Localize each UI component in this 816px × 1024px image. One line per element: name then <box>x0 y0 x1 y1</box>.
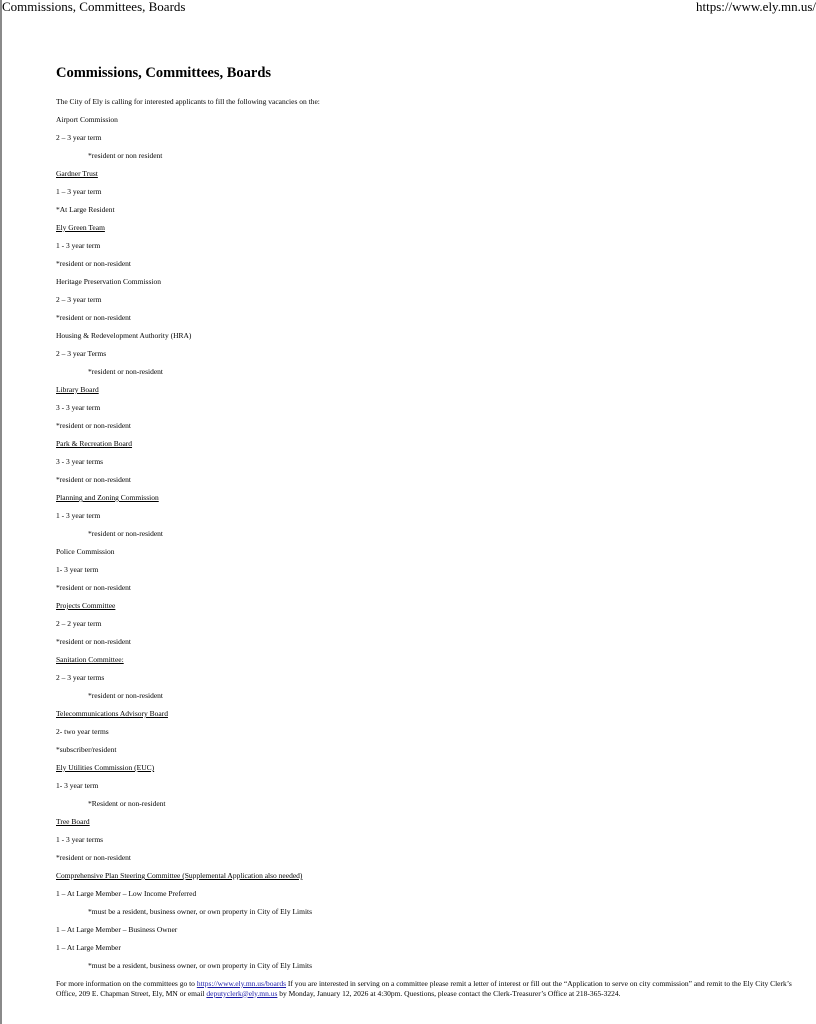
list-item: 1 - 3 year term <box>56 241 101 250</box>
committee-heading: Telecommunications Advisory Board <box>56 709 168 718</box>
boards-link[interactable]: https://www.ely.mn.us/boards <box>196 979 287 988</box>
deputy-clerk-email-link[interactable]: deputyclerk@ely.mn.us <box>206 988 278 998</box>
list-item: *resident or non resident <box>88 151 163 160</box>
list-item: *resident or non-resident <box>56 637 131 646</box>
committee-heading: Planning and Zoning Commission <box>56 493 159 502</box>
committee-heading: Comprehensive Plan Steering Committee (Supplemental Application also needed) <box>56 871 303 880</box>
list-item: *subscriber/resident <box>56 745 117 754</box>
list-item: *resident or non-resident <box>88 529 163 538</box>
list-item: *resident or non-resident <box>88 691 163 700</box>
list-item: 2- two year terms <box>56 727 109 736</box>
list-item: *resident or non-resident <box>88 367 163 376</box>
committee-heading: Ely Green Team <box>56 223 105 232</box>
list-item: 1- 3 year term <box>56 781 99 790</box>
committee-heading: Ely Utilities Commission (EUC) <box>56 763 155 772</box>
list-item: *resident or non-resident <box>56 421 131 430</box>
document-body <box>56 64 796 998</box>
list-item: *must be a resident, business owner, or own property in City of Ely Limits <box>88 961 313 970</box>
committee-heading: Park & Recreation Board <box>56 439 133 448</box>
list-item: *resident or non-resident <box>56 583 131 592</box>
list-item: *must be a resident, business owner, or own property in City of Ely Limits <box>88 907 313 916</box>
committee-heading: Library Board <box>56 385 99 394</box>
list-item: 1- 3 year term <box>56 565 99 574</box>
footer-paragraph <box>56 979 796 998</box>
list-item: 2 – 3 year terms <box>56 673 105 682</box>
list-item: 3 - 3 year term <box>56 403 101 412</box>
list-item: Police Commission <box>56 547 115 556</box>
list-item: 2 – 3 year Terms <box>56 349 107 358</box>
committee-heading: Sanitation Committee: <box>56 655 124 664</box>
list-item: 2 – 3 year term <box>56 295 102 304</box>
footer-text-2: If you are interested in serving on a committee please remit a letter of interest or fill out the “Application to serve on city commission” and remit to the Ely City Clerk’s Office, 209 E. Chapman Street, Ely, MN or email <box>56 979 792 998</box>
list-item: *resident or non-resident <box>56 853 131 862</box>
list-item: *At Large Resident <box>56 205 115 214</box>
list-item: 1 - 3 year term <box>56 511 101 520</box>
header-url: https://www.ely.mn.us/ <box>695 0 816 14</box>
left-border <box>0 0 2 1024</box>
list-item: *Resident or non-resident <box>88 799 166 808</box>
list-item: 1 - 3 year terms <box>56 835 104 844</box>
list-item: 1 – At Large Member – Low Income Preferred <box>56 889 197 898</box>
list-item: *resident or non-resident <box>56 313 131 322</box>
footer-text-3: by Monday, January 12, 2026 at 4:30pm. Questions, please contact the Clerk-Treasurer’s Office at 218-365-3224. <box>277 988 621 998</box>
list-item: *resident or non-resident <box>56 475 131 484</box>
list-item: 1 – 3 year term <box>56 187 102 196</box>
list-item: Heritage Preservation Commission <box>56 277 161 286</box>
list-item: Housing & Redevelopment Authority (HRA) <box>56 331 192 340</box>
list-item: *resident or non-resident <box>56 259 131 268</box>
print-header <box>2 0 816 16</box>
page-title: Commissions, Committees, Boards <box>56 65 272 81</box>
footer-text-1: For more information on the committees go to <box>56 979 197 988</box>
committee-heading: Tree Board <box>56 817 90 826</box>
list-item: 3 - 3 year terms <box>56 457 104 466</box>
vacancy-list <box>56 115 796 979</box>
intro-text: The City of Ely is calling for interested applicants to fill the following vacancies on the: <box>56 97 320 106</box>
committee-heading: Projects Committee <box>56 601 116 610</box>
list-item: 2 – 3 year term <box>56 133 102 142</box>
list-item: 1 – At Large Member <box>56 943 121 952</box>
header-page-title: Commissions, Committees, Boards <box>2 0 186 14</box>
list-item: Airport Commission <box>56 115 118 124</box>
list-item: 1 – At Large Member – Business Owner <box>56 925 178 934</box>
list-item: 2 – 2 year term <box>56 619 102 628</box>
committee-heading: Gardner Trust <box>56 169 98 178</box>
